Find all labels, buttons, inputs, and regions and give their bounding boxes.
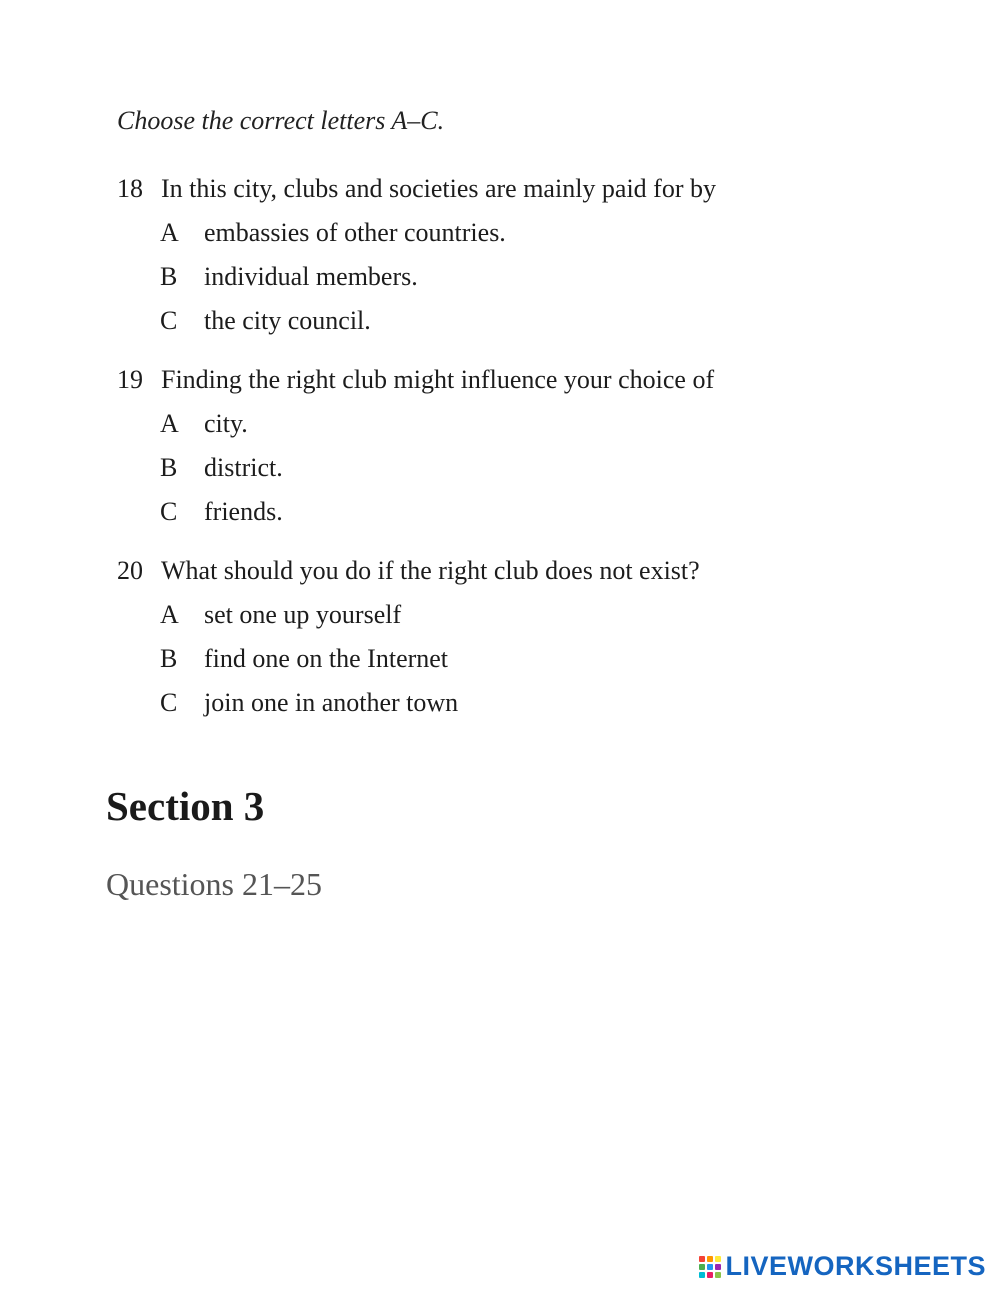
question-number: 18 bbox=[117, 174, 143, 203]
option-text: find one on the Internet bbox=[204, 644, 449, 673]
option-letter: A bbox=[160, 409, 179, 438]
liveworksheets-logo-icon bbox=[699, 1256, 721, 1278]
liveworksheets-brand[interactable] bbox=[699, 1251, 986, 1282]
option-c bbox=[117, 687, 817, 731]
options-list bbox=[117, 408, 817, 540]
brand-name: LIVEWORKSHEETS bbox=[725, 1251, 986, 1281]
option-text: the city council. bbox=[204, 306, 371, 335]
questions-range: Questions 21–25 bbox=[106, 866, 322, 902]
instruction-text: Choose the correct letters A–C. bbox=[117, 106, 445, 135]
option-b bbox=[117, 452, 817, 496]
options-list bbox=[117, 217, 817, 349]
option-b bbox=[117, 643, 817, 687]
option-letter: C bbox=[160, 306, 178, 335]
question-stem bbox=[117, 173, 817, 205]
question-text: What should you do if the right club does not exist? bbox=[161, 556, 700, 585]
question-text: Finding the right club might influence your choice of bbox=[161, 365, 715, 394]
option-text: join one in another town bbox=[204, 688, 459, 717]
option-a bbox=[117, 599, 817, 643]
option-text: embassies of other countries. bbox=[204, 218, 506, 247]
question-19 bbox=[117, 364, 817, 540]
option-text: set one up yourself bbox=[204, 600, 402, 629]
question-text: In this city, clubs and societies are mainly paid for by bbox=[161, 174, 717, 203]
question-20 bbox=[117, 555, 817, 731]
option-text: city. bbox=[204, 409, 248, 438]
question-18 bbox=[117, 173, 817, 349]
question-stem bbox=[117, 364, 817, 396]
option-letter: A bbox=[160, 218, 179, 247]
option-letter: B bbox=[160, 453, 178, 482]
option-text: friends. bbox=[204, 497, 283, 526]
question-number: 20 bbox=[117, 556, 143, 585]
option-text: individual members. bbox=[204, 262, 418, 291]
options-list bbox=[117, 599, 817, 731]
option-b bbox=[117, 261, 817, 305]
option-letter: B bbox=[160, 644, 178, 673]
option-text: district. bbox=[204, 453, 283, 482]
question-stem bbox=[117, 555, 817, 587]
question-number: 19 bbox=[117, 365, 143, 394]
option-a bbox=[117, 408, 817, 452]
option-letter: A bbox=[160, 600, 179, 629]
option-letter: C bbox=[160, 497, 178, 526]
option-c bbox=[117, 305, 817, 349]
option-letter: C bbox=[160, 688, 178, 717]
option-a bbox=[117, 217, 817, 261]
section-heading: Section 3 bbox=[106, 783, 265, 829]
option-letter: B bbox=[160, 262, 178, 291]
option-c bbox=[117, 496, 817, 540]
